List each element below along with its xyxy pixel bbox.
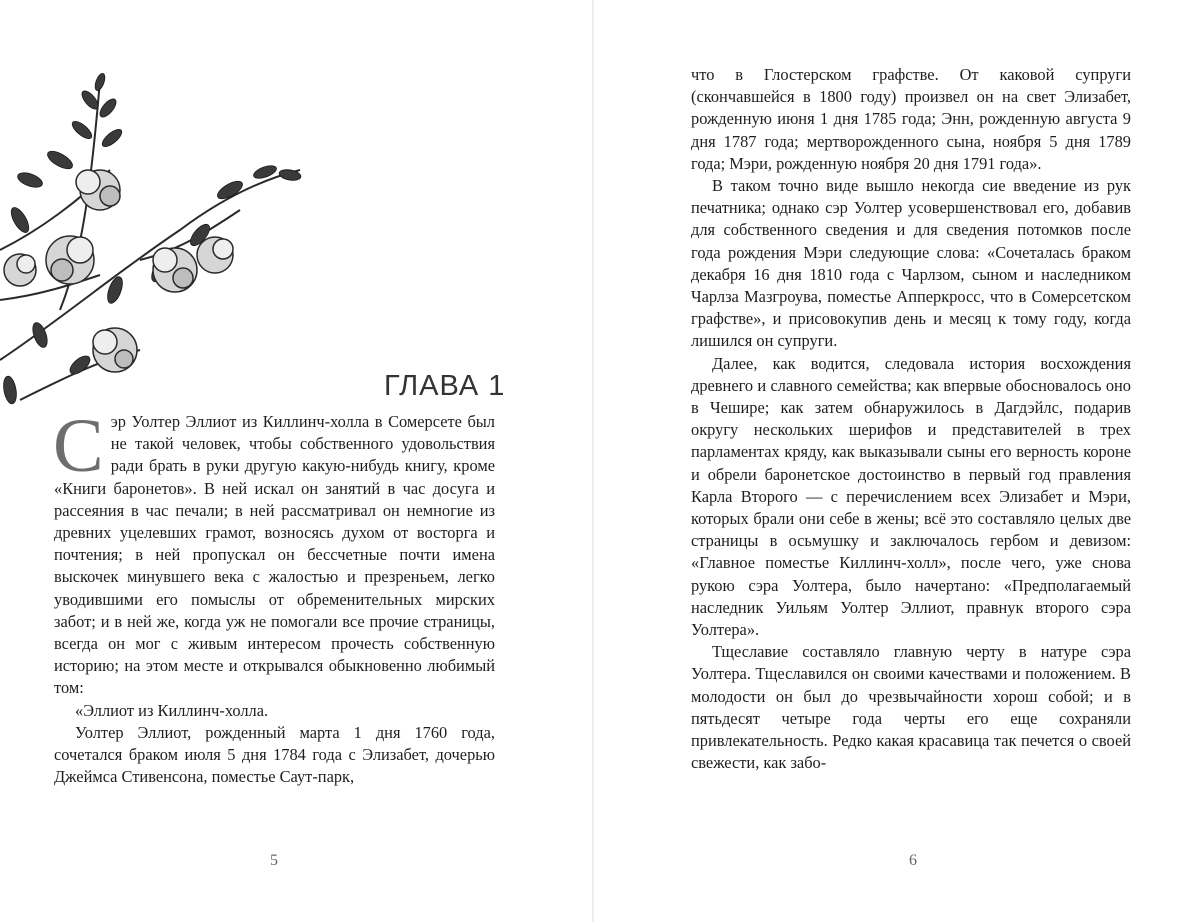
paragraph: Далее, как водится, следовала история восхождения древнего и славного семейства; как впервые обосновалось оно в Чешире; как затем обнаружилось в Дагдэйлс, подарив округу нескольких шерифов и представителей в трех парламентах кряду, как выказывали сыны его верность короне и обрели баронетское достоинство в первый год правления Карла Второго — с перечислением всех Элизабет и Мэри, которых брали они себе в жены; всё это составляло целых две страницы в осьмушку и заключалось гербом и девизом: «Главное поместье Киллинч-холл», после чего, уже снова рукою сэра Уолтера, было начертано: «Предполагаемый наследник Уильям Уолтер Эллиот, правнук второго сэра Уолтера».: [691, 353, 1131, 640]
paragraph: Тщеславие составляло главную черту в натуре сэра Уолтера. Тщеславился он своими качествами и положением. В молодости он был до чрезвычайности хорош собой; и в пятьдесят четыре года черты его еще сохраняли привлекательность. Редко какая красавица так печется о своей свежести, как забо-: [691, 642, 1131, 773]
left-text-block: [53, 404, 495, 788]
opening-paragraph: [53, 404, 495, 700]
left-page: [0, 0, 593, 922]
page-number-left: 5: [270, 852, 278, 869]
flower-branch-illustration: [0, 60, 320, 410]
paragraph: Уолтер Эллиот, рожденный марта 1 дня 1760 года, сочетался браком июля 5 дня 1784 года с Элизабет, дочерью Джеймса Стивенсона, поместье Саут-парк,: [54, 722, 495, 787]
opening-paragraph-text: эр Уолтер Эллиот из Киллинч-холла в Сомерсете был не такой человек, чтобы собственного удовольствия ради брать в руки другую какую-нибудь книгу, кроме «Книги баронетов». В ней искал он занятий в час досуга и рассеяния в час печали; в ней рассматривал он немногие из древних уцелевших грамот, возносясь духом от восторга и почтения; в ней пропускал он бессчетные почти имена выскочек минувшего века с жалостью и презреньем, легко уводившими его помыслы от обременительных мирских забот; и в ней же, когда уж не помогали все прочие страницы, всегда он мог с живым интересом прочесть собственную историю; на этом месте и открывался обыкновенно любимый том:: [54, 412, 495, 698]
right-page: [594, 0, 1188, 922]
drop-cap: С: [53, 404, 104, 488]
continued-paragraph: что в Глостерском графстве. От каковой супруги (скончавшейся в 1800 году) произвел он на свет Элизабет, рожденную июня 1 дня 1785 года; Энн, рожденную августа 9 дня 1787 года; мертворожденного сына, ноября 5 дня 1789 года; Мэри, рожденную ноября 20 дня 1791 года».: [691, 65, 1131, 173]
page-number-right: 6: [909, 852, 917, 869]
chapter-title: ГЛАВА 1: [384, 370, 506, 402]
right-text-block: [691, 64, 1131, 775]
paragraph: «Эллиот из Киллинч-холла.: [75, 700, 269, 720]
paragraph: В таком точно виде вышло некогда сие введение из рук печатника; однако сэр Уолтер усовершенствовал его, добавив для собственного сведения и для сведения потомков после года рождения Мэри следующие слова: «Сочеталась браком декабря 16 дня 1810 года с Чарлзом, сыном и наследником Чарлза Мазгроува, поместье Апперкросс, что в Сомерсетском графстве», и присовокупив день и месяц к тому году, когда лишился он супруги.: [691, 176, 1131, 351]
